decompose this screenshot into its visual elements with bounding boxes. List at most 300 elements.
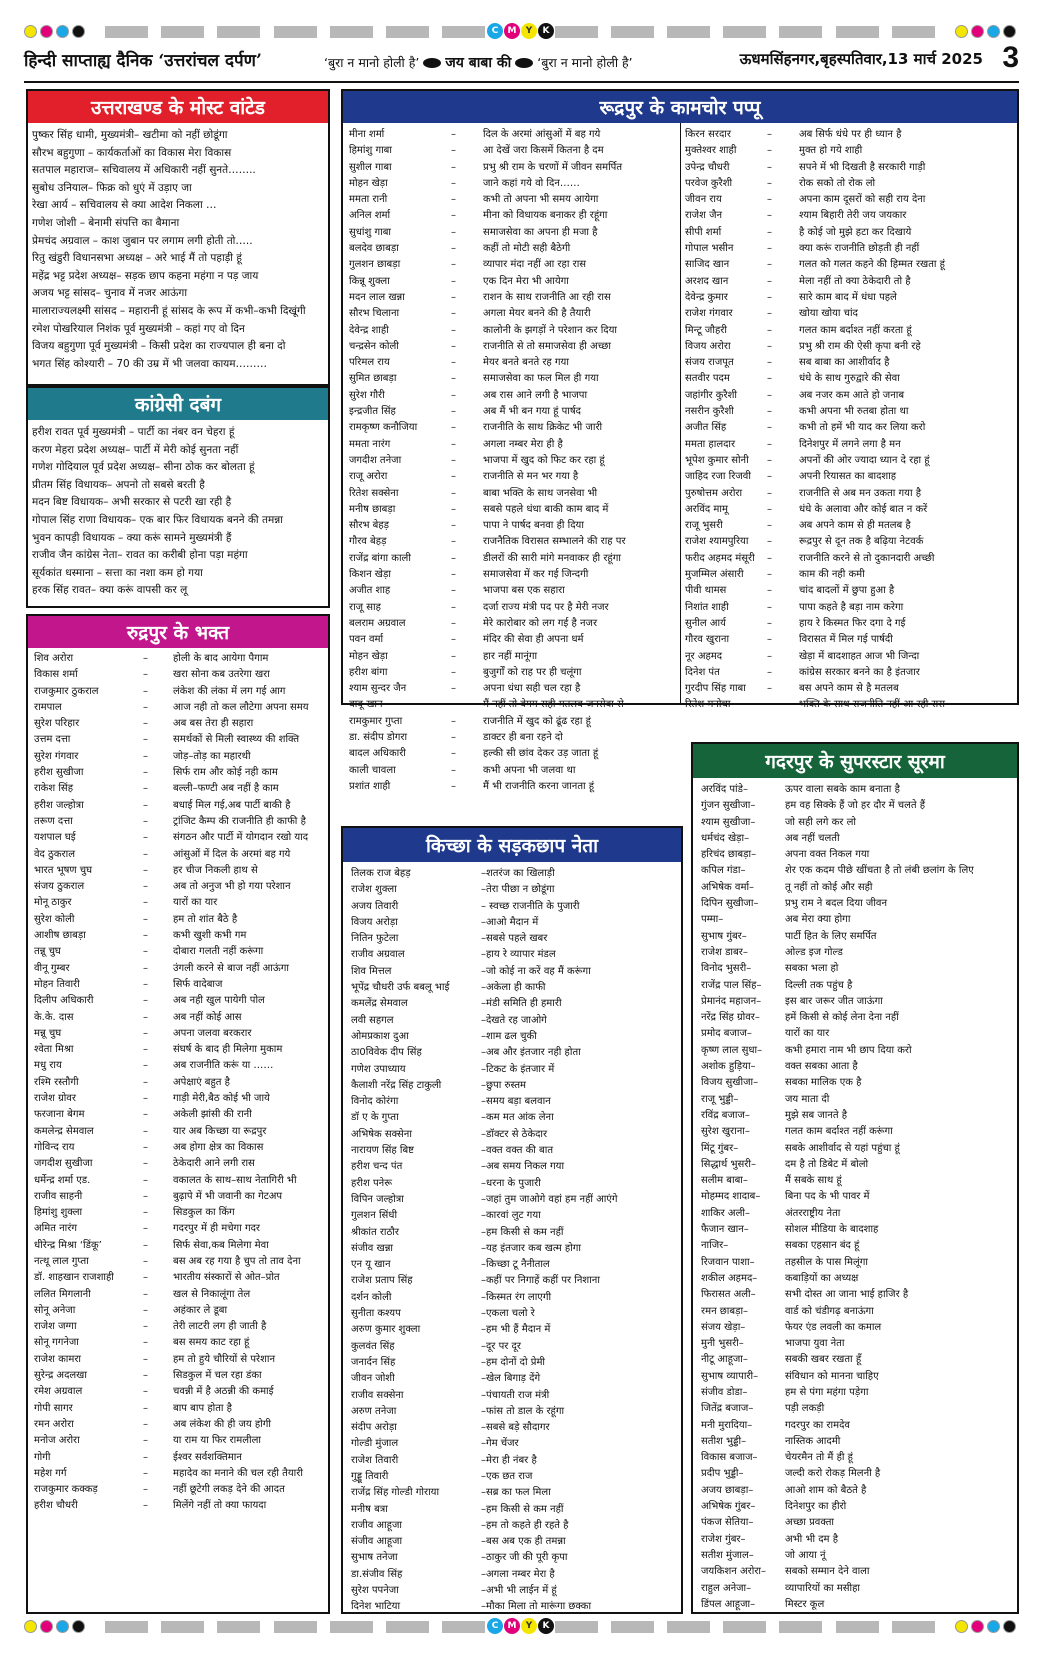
comment-text: –हाय रे व्यापार मंडल: [481, 949, 556, 961]
dash-separator: –: [143, 750, 148, 762]
comment-text: यार अब किच्छा या रूद्रपुर: [173, 1125, 267, 1137]
comment-text: यारों का यार: [173, 897, 218, 909]
person-name: जहांगीर कुरैशी: [685, 389, 737, 401]
person-name: गोल्डी मुंजाल: [351, 1438, 399, 1450]
list-item: [28, 895, 328, 911]
dash-separator: –: [767, 536, 772, 548]
list-item: [683, 143, 1019, 159]
comment-text: मिस्टर कूल: [785, 1598, 825, 1610]
list-item: [343, 1583, 681, 1599]
list-item: [683, 274, 1019, 290]
comment-text: अपनों की ओर ज्यादा ध्यान दे रहा हूं: [799, 454, 930, 466]
kaamchor-right-rows: [683, 127, 1019, 714]
dash-separator: –: [767, 129, 772, 140]
comment-text: –यह इंतजार कब खत्म होगा: [481, 1242, 582, 1254]
comment-text: –धरना के पुजारी: [481, 1177, 541, 1189]
person-name: कुलवंत सिंह: [351, 1340, 395, 1352]
person-name: रमेश अग्रवाल: [34, 1386, 83, 1398]
list-item: [683, 567, 1019, 583]
person-name: राजेंद्र सिंह गोल्डी गोराया: [351, 1487, 440, 1499]
list-item: [343, 866, 681, 882]
person-name: विकास बजाज–: [701, 1452, 758, 1464]
list-item: [343, 192, 679, 208]
print-registration-bar-bottom: C M Y K: [0, 1617, 1039, 1637]
person-name: दिलीप अधिकारी: [34, 995, 94, 1007]
list-item: [693, 1466, 1017, 1482]
list-item: [693, 1385, 1017, 1401]
person-name: श्याम सुखीजा–: [701, 816, 756, 828]
list-item: [693, 1255, 1017, 1271]
person-name: हिमांशु गाबा: [349, 145, 392, 157]
dash-separator: –: [451, 357, 456, 369]
comment-text: हम तो हुये चौरियों से परेशान: [173, 1353, 276, 1365]
list-item: [343, 420, 679, 436]
list-item: [28, 1319, 328, 1335]
person-name: श्रीकांत राठौर: [351, 1226, 399, 1238]
comment-text: पड़ी लकड़ी: [785, 1403, 825, 1415]
comment-text: वार्ड को चंडीगढ़ बनाऊंगा: [785, 1305, 874, 1317]
dash-separator: –: [143, 1190, 148, 1202]
comment-text: बस अब रह गया है चुप तो ताव देना: [173, 1255, 301, 1267]
person-name: भारत भूषण चुघ: [34, 864, 93, 876]
list-item: [693, 1157, 1017, 1173]
comment-text: वक्त सबका आता है: [785, 1061, 858, 1073]
comment-text: हम तो शांत बैठे है: [173, 913, 238, 925]
person-name: अजीत शाह: [349, 585, 391, 597]
comment-text: आंसुओं में दिल के अरमां बह गये: [173, 848, 291, 860]
person-name: बादल अधिकारी: [349, 748, 406, 760]
dash-separator: –: [767, 275, 772, 287]
list-item: [693, 1271, 1017, 1287]
comment-text: गदरपुर में ही मचेगा गदर: [173, 1223, 260, 1235]
comment-text: –वक्त वक्त की बात: [481, 1145, 554, 1157]
rudrapur-bhakt-box: [26, 614, 330, 1614]
comment-text: –ठाकुर जी की पूरी कृपा: [481, 1552, 568, 1564]
list-item: [343, 730, 679, 746]
comment-text: कभी तो अपना भी समय आयेगा: [483, 194, 599, 206]
comment-text: कभी अपना भी जलवा था: [483, 764, 576, 776]
list-item: [343, 127, 679, 143]
list-item: [343, 1436, 681, 1452]
list-item: [683, 437, 1019, 453]
person-name: इन्द्रजीत सिंह: [349, 406, 396, 418]
comment-text: धंधे के साथ गुरुद्वारे की सेवा: [799, 373, 900, 385]
dash-separator: –: [143, 930, 148, 942]
comment-text: हाय रे किस्मत फिर दगा दे गई: [799, 617, 906, 629]
comment-text: अकेली झांसी की रानी: [173, 1109, 252, 1121]
kichha-netas-box: [341, 826, 683, 1614]
dash-separator: –: [143, 881, 148, 893]
dash-separator: –: [143, 913, 148, 925]
dash-separator: –: [143, 1353, 148, 1365]
comment-text: –कम मत आंक लेना: [481, 1112, 554, 1124]
dash-separator: –: [767, 357, 772, 369]
comment-text: कालोनी के झगड़ों ने परेशान कर दिया: [483, 324, 617, 336]
comment-text: अब नहीं कोई आस: [173, 1011, 242, 1023]
text-line: अजय भट्ट सांसद– चुनाव में नजर आऊंगा: [32, 287, 188, 300]
comment-text: –अभी भी लाईन में हूं: [481, 1585, 557, 1597]
cmyk-marks: C M Y K: [487, 23, 554, 39]
list-item: [343, 241, 679, 257]
person-name: मुक्तेश्वर शाही: [685, 145, 737, 157]
list-item: [683, 453, 1019, 469]
comment-text: फेयर एंड लवली का कमाल: [785, 1321, 882, 1333]
dash-separator: –: [143, 995, 148, 1007]
dash-separator: –: [451, 536, 456, 548]
comment-text: अब होगा क्षेत्र का विकास: [173, 1141, 264, 1153]
comment-text: भाजपा में खुद को फिट कर रहा हूं: [483, 454, 605, 466]
dash-separator: –: [451, 422, 456, 434]
comment-text: अब बस तेरा ही सहारा: [173, 718, 254, 730]
comment-text: खरा सोना कब उतरेगा खरा: [173, 669, 270, 681]
dash-separator: –: [767, 324, 772, 336]
list-item: [693, 1483, 1017, 1499]
list-item: [683, 600, 1019, 616]
text-line: सतपाल महाराज– सचिवालय में अधिकारी नहीं सुनते……..: [32, 164, 256, 177]
person-name: गणेश उपाध्याय: [351, 1063, 406, 1075]
list-item: [693, 896, 1017, 912]
person-name: रामपाल: [34, 701, 62, 713]
comment-text: समर्थकों से मिली स्वास्थ्य की शक्ति: [173, 734, 300, 746]
dash-separator: –: [143, 864, 148, 876]
list-item: [28, 1335, 328, 1351]
comment-text: अंतरराष्ट्रीय नेता: [785, 1207, 841, 1219]
dash-separator: –: [143, 718, 148, 730]
comment-text: –देखते रह जाओगे: [481, 1014, 547, 1026]
dash-separator: –: [143, 832, 148, 844]
list-item: [28, 716, 328, 732]
list-item: [343, 469, 679, 485]
comment-text: –किच्छा टू नैनीताल: [481, 1259, 550, 1271]
list-item: [28, 1091, 328, 1107]
dash-separator: –: [767, 683, 772, 695]
person-name: सतीश भुड्डी–: [701, 1435, 747, 1447]
comment-text: तेरी लाटरी लग ही जाती है: [173, 1321, 267, 1333]
person-name: मनीष बत्रा: [351, 1503, 388, 1515]
dash-separator: –: [143, 1011, 148, 1023]
person-name: कपिल गंडा–: [701, 865, 746, 877]
list-item: [693, 1075, 1017, 1091]
person-name: राजीव अग्रवाल: [351, 949, 405, 961]
list-item: [343, 1029, 681, 1045]
list-item: [28, 1368, 328, 1384]
person-name: उत्तम दत्ता: [34, 734, 71, 746]
comment-text: अब अपने काम से ही मतलब है: [799, 520, 911, 532]
list-item: [343, 534, 679, 550]
person-name: विकास शर्मा: [34, 669, 78, 681]
list-item: [28, 879, 328, 895]
person-name: दिनेश भाटिया: [351, 1601, 401, 1613]
comment-text: राजनैतिक विरासत सम्भालने की राह पर: [483, 536, 626, 548]
list-item: [343, 1257, 681, 1273]
comment-text: होली के बाद आयेगा पैगाम: [173, 653, 269, 664]
list-item: [28, 1173, 328, 1189]
person-name: मुजम्मिल अंसारी: [685, 569, 744, 581]
person-name: जीवन जोशी: [351, 1373, 395, 1385]
comment-text: आओ शाम को बैठते है: [785, 1484, 867, 1496]
dash-separator: –: [767, 243, 772, 255]
comment-text: महादेव का मनाने की चल रही तैयारी: [173, 1467, 303, 1479]
dash-separator: –: [451, 406, 456, 418]
person-name: पुरुषोत्तम अरोरा: [685, 487, 743, 499]
person-name: रविंद्र बजाज–: [701, 1109, 750, 1121]
person-name: सुभाष व्यापारी–: [701, 1370, 759, 1382]
person-name: कमलेंद्र सेमवाल: [351, 998, 408, 1010]
dash-separator: –: [143, 962, 148, 974]
dash-separator: –: [143, 1027, 148, 1039]
person-name: काली चावला: [349, 764, 396, 776]
person-name: गुलशन छाबड़ा: [349, 259, 401, 271]
list-item: [28, 1384, 328, 1400]
person-name: सुरेश पपनेजा: [351, 1585, 399, 1597]
person-name: अनिल शर्मा: [349, 210, 391, 222]
person-name: जयकिशन अरोरा–: [701, 1566, 767, 1578]
list-item: [343, 1502, 681, 1518]
person-name: गोपी सागर: [34, 1402, 73, 1414]
holi-slogan: [324, 53, 633, 72]
person-name: देवेन्द्र शाही: [349, 324, 389, 336]
person-name: जाहिद रजा रिजवी: [685, 471, 751, 483]
comment-text: मीना को विधायक बनाकर ही रहूंगा: [483, 210, 608, 222]
person-name: मनीष छाबड़ा: [349, 503, 396, 515]
list-item: [693, 1401, 1017, 1417]
person-name: हरीश सुखीजा: [34, 767, 84, 779]
dash-separator: –: [143, 946, 148, 958]
comment-text: मिलेंगे नहीं तो क्या फायदा: [173, 1500, 267, 1512]
list-item: [343, 899, 681, 915]
text-line: राजीव जैन कांग्रेस नेता– रावत का करीबी होना पड़ा महंगा: [32, 549, 248, 562]
person-name: राजकुमार कक्कड़: [34, 1484, 98, 1496]
comment-text: है कोई जो मुझे हटा कर दिखाये: [799, 226, 912, 238]
dateline: ऊधमसिंहनगर,बृहस्पतिवार,13 मार्च 2025: [739, 50, 983, 68]
list-item: [343, 882, 681, 898]
bhakt-rows: [28, 651, 328, 1515]
dash-separator: –: [767, 617, 772, 629]
person-name: भूपेश कुमार सोनी: [685, 454, 749, 466]
dash-separator: –: [451, 129, 456, 140]
comment-text: अब तो अनुज भी हो गया परेशान: [173, 881, 291, 893]
comment-text: –एकला चलो रे: [481, 1308, 535, 1320]
person-name: ममता रानी: [349, 194, 388, 206]
person-name: सुरेश खुराना–: [701, 1126, 750, 1138]
comment-text: आज नही तो कल लौटेगा अपना समय: [173, 701, 309, 713]
person-name: धीरेन्द्र मिश्रा ‘डिंकू’: [34, 1239, 102, 1251]
list-item: [343, 1110, 681, 1126]
list-item: [343, 1371, 681, 1387]
list-item: [683, 632, 1019, 648]
list-item: [693, 831, 1017, 847]
comment-text: –तेरा पीछा न छोडूंगा: [481, 884, 555, 896]
comment-text: पापा कहते है बड़ा नाम करेगा: [799, 601, 904, 613]
list-item: [693, 1189, 1017, 1205]
list-item: [683, 534, 1019, 550]
list-item: [693, 1059, 1017, 1075]
comment-text: धंधे के अलावा और कोई बात न करें: [799, 503, 928, 515]
comment-text: अब राजनीति करूं या ……: [173, 1060, 274, 1072]
dash-separator: –: [451, 748, 456, 760]
list-item: [28, 928, 328, 944]
person-name: एन यू खान: [351, 1259, 391, 1271]
comment-text: सबका एहसान बंद हूं: [785, 1240, 860, 1252]
person-name: संजीव खन्ना: [351, 1242, 393, 1254]
list-item: [343, 290, 679, 306]
comment-text: प्रभु राम ने बदल दिया जीवन: [785, 898, 888, 910]
dash-separator: –: [143, 701, 148, 713]
comment-text: सारे काम बाद में धंधा पहले: [799, 291, 897, 303]
comment-text: कभी खुशी कभी गम: [173, 930, 247, 942]
comment-text: संगठन और पार्टी में योगदान रखो याद: [173, 832, 309, 844]
list-item: [343, 1420, 681, 1436]
list-item: [343, 1306, 681, 1322]
comment-text: –सब्र का फल मिला: [481, 1487, 551, 1499]
person-name: शाकिर अली–: [701, 1207, 750, 1219]
comment-text: प्रभु श्री राम के चरणों में जीवन समर्पित: [483, 161, 623, 173]
comment-text: राजनीति में खुद को ढूंढ रहा हूं: [483, 715, 591, 727]
person-name: सुभाष तनेजा: [351, 1552, 398, 1564]
list-item: [28, 1254, 328, 1270]
list-item: [28, 847, 328, 863]
person-name: राजेश श्यामपुरिया: [685, 536, 749, 548]
person-name: मन्नू चुघ: [34, 1027, 62, 1039]
person-name: राजेश डाबर–: [701, 946, 748, 958]
person-name: डॉ ए के गुप्ता: [351, 1112, 399, 1124]
list-item: [28, 1498, 328, 1514]
person-name: तन्नू चुघ: [34, 946, 61, 958]
list-item: [28, 700, 328, 716]
comment-text: मेरे कारोबार को लग गई है नजर: [483, 617, 598, 629]
text-line: महेंद्र भट्ट प्रदेश अध्यक्ष– सड़क छाप कहना महंगा न पड़ जाय: [32, 269, 259, 282]
comment-text: सबको सम्मान देने वाला: [785, 1566, 870, 1578]
person-name: प्रदीप भुड्डी–: [701, 1468, 744, 1480]
list-item: [683, 257, 1019, 273]
comment-text: अब सिर्फ धंधे पर ही ध्यान है: [799, 129, 902, 140]
comment-text: सिर्फ सेवा,कब मिलेगा मेवा: [173, 1239, 269, 1251]
dash-separator: –: [143, 1288, 148, 1300]
list-item: [693, 1222, 1017, 1238]
person-name: नीटू आहूजा–: [701, 1354, 748, 1366]
person-name: संजीव आहूजा: [351, 1536, 403, 1548]
list-item: [343, 437, 679, 453]
list-item: [343, 1534, 681, 1550]
list-item: [693, 1238, 1017, 1254]
list-item: [343, 1404, 681, 1420]
person-name: कृष्ण लाल सुधा–: [701, 1044, 763, 1056]
comment-text: चांद बादलों में छुपा हुआ है: [799, 585, 895, 597]
list-item: [343, 257, 679, 273]
kichha-rows: [343, 866, 681, 1616]
list-item: [28, 863, 328, 879]
list-item: [343, 404, 679, 420]
comment-text: डीलरों की सारी मांगे मनवाकर ही रहूंगा: [483, 552, 621, 564]
person-name: राजेश गुंबर–: [701, 1533, 746, 1545]
person-name: किन्नू शुक्ला: [349, 275, 390, 287]
dash-separator: –: [451, 715, 456, 727]
comment-text: अच्छा प्रवक्ता: [785, 1517, 834, 1529]
list-item: [693, 1141, 1017, 1157]
person-name: कमलेन्द्र सेमवाल: [34, 1125, 94, 1137]
dash-separator: –: [767, 487, 772, 499]
comment-text: जोड़–तोड़ का महारथी: [173, 750, 251, 762]
text-line: हरक सिंह रावत– क्या करूं वापसी कर लू: [32, 584, 188, 597]
dash-separator: –: [451, 731, 456, 743]
list-item: [28, 749, 328, 765]
person-name: संजय ठुकराल: [34, 881, 85, 893]
list-item: [693, 1499, 1017, 1515]
page-number: 3: [1002, 41, 1019, 74]
list-item: [683, 225, 1019, 241]
list-item: [343, 1159, 681, 1175]
comment-text: खोया खोया चांद: [799, 308, 858, 320]
dash-separator: –: [143, 783, 148, 795]
person-name: विजय अरोरा: [685, 340, 731, 352]
list-item: [343, 1355, 681, 1371]
list-item: [343, 323, 679, 339]
person-name: सुभाष गुंबर–: [701, 930, 747, 942]
comment-text: कभी हमारा नाम भी छाप दिया करो: [785, 1044, 912, 1056]
dash-separator: –: [143, 1484, 148, 1496]
comment-text: गलत काम बर्दाश्त नहीं करूंगा: [785, 1126, 893, 1138]
dash-separator: –: [451, 683, 456, 695]
list-item: [683, 371, 1019, 387]
comment-text: डाक्टर ही बना रहने दो: [483, 731, 563, 743]
list-item: [343, 1241, 681, 1257]
comment-text: –अब समय निकल गया: [481, 1161, 565, 1173]
dash-separator: –: [451, 194, 456, 206]
list-item: [343, 616, 679, 632]
person-name: मनोज अरोरा: [34, 1435, 80, 1447]
dash-separator: –: [143, 1076, 148, 1088]
person-name: मिन्टू जौहरी: [685, 324, 727, 336]
comment-text: तहसील के पास मिलूंगा: [785, 1256, 868, 1268]
list-item: [343, 964, 681, 980]
text-line: गोपाल सिंह राणा विधायक– एक बार फिर विधायक बनने की तमन्ना: [32, 513, 283, 526]
person-name: अरविंद पांडे–: [701, 784, 748, 795]
person-name: राजेश गंगवार: [685, 308, 733, 320]
comment-text: गलत काम बर्दाश्त नहीं करता हूं: [799, 324, 912, 336]
person-name: राजेश कामरा: [34, 1353, 82, 1365]
list-item: [693, 1450, 1017, 1466]
list-item: [693, 1515, 1017, 1531]
list-item: [693, 1581, 1017, 1597]
list-item: [28, 1401, 328, 1417]
dash-separator: –: [451, 177, 456, 189]
list-item: [28, 1287, 328, 1303]
comment-text: दिनेशपुर में लगने लगा है मन: [799, 438, 901, 450]
dash-separator: –: [767, 634, 772, 646]
dash-separator: –: [143, 1402, 148, 1414]
gadarpur-rows: [693, 782, 1017, 1613]
comment-text: संविधान को मानना चाहिए: [785, 1370, 879, 1382]
person-name: अमित नारंग: [34, 1223, 77, 1235]
list-item: [343, 355, 679, 371]
list-item: [343, 1290, 681, 1306]
list-item: [343, 160, 679, 176]
list-item: [28, 1124, 328, 1140]
dash-separator: –: [143, 1272, 148, 1284]
person-name: राजीव सक्सेना: [351, 1389, 404, 1401]
person-name: अरुण कुमार शुक्ला: [351, 1324, 421, 1336]
list-item: [343, 1094, 681, 1110]
list-item: [28, 1352, 328, 1368]
dash-separator: –: [767, 177, 772, 189]
comment-text: पार्टी हित के लिए समर्पित: [785, 930, 877, 942]
print-registration-bar-top: [0, 22, 1039, 42]
person-name: हरीश जल्होत्रा: [34, 799, 84, 811]
comment-text: अपनी रियासत का बादशाह: [799, 471, 897, 483]
list-item: [683, 469, 1019, 485]
dash-separator: –: [767, 454, 772, 466]
list-item: [343, 649, 679, 665]
